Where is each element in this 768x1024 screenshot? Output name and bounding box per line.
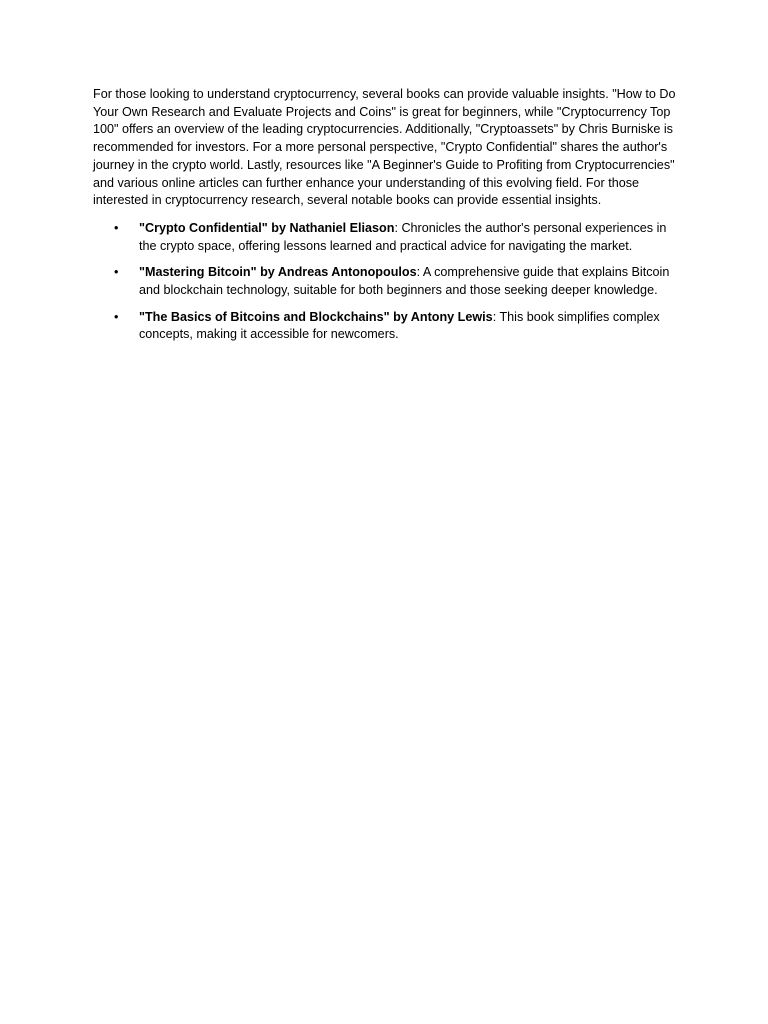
book-title: "The Basics of Bitcoins and Blockchains" by Antony Lewis: [139, 309, 493, 324]
document-body: [93, 86, 678, 353]
book-description: : This book simplifies complex concepts, making it accessible for newcomers.: [139, 309, 660, 342]
list-item: [93, 309, 678, 344]
intro-paragraph: For those looking to understand cryptocurrency, several books can provide valuable insights. "How to Do Your Own Research and Evaluate Projects and Coins" is great for beginners, while "Cryptocurrency Top 100" offers an overview of the leading cryptocurrencies. Additionally, "Cryptoassets" by Chris Burniske is recommended for investors. For a more personal perspective, "Crypto Confidential" shares the author's journey in the crypto world. Lastly, resources like "A Beginner's Guide to Profiting from Cryptocurrencies" and various online articles can further enhance your understanding of this evolving field. For those interested in cryptocurrency research, several notable books can provide essential insights.: [93, 87, 676, 208]
book-description: : Chronicles the author's personal experiences in the crypto space, offering lessons learned and practical advice for navigating the market.: [139, 220, 667, 253]
bullet-icon: •: [114, 265, 119, 280]
bullet-icon: •: [114, 309, 119, 324]
book-title: "Mastering Bitcoin" by Andreas Antonopoulos: [139, 265, 417, 280]
list-item: [93, 264, 678, 299]
book-list: [93, 220, 678, 344]
bullet-icon: •: [114, 220, 119, 235]
book-description: : A comprehensive guide that explains Bitcoin and blockchain technology, suitable for both beginners and those seeking deeper knowledge.: [139, 265, 670, 298]
book-title: "Crypto Confidential" by Nathaniel Eliason: [139, 220, 395, 235]
list-item: [93, 220, 678, 255]
